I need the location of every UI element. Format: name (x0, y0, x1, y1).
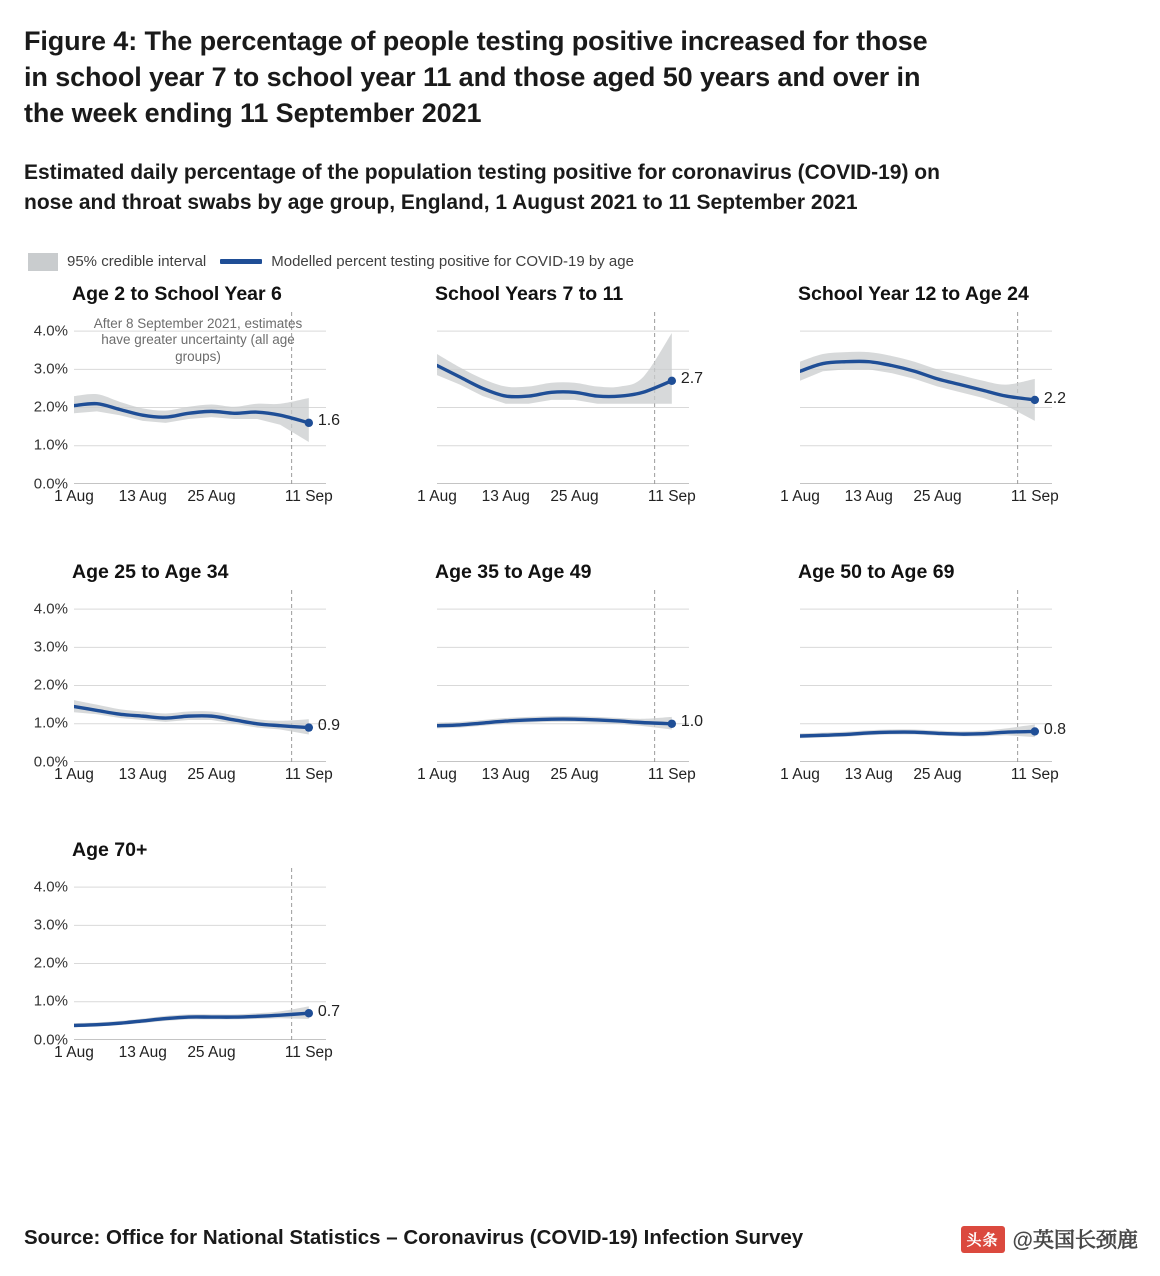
plot-area (74, 312, 326, 484)
watermark-text: @英国长颈鹿 (1012, 1229, 1138, 1252)
plot-wrapper (387, 590, 727, 800)
chart-legend (28, 253, 1136, 271)
chart-panel-grid (24, 277, 1136, 1111)
plot-wrapper (24, 868, 364, 1078)
x-axis-tick-label: 11 Sep (647, 765, 696, 783)
panel-title: Age 25 to Age 34 (72, 560, 229, 583)
y-axis-labels (24, 868, 72, 1049)
plot-wrapper (24, 590, 364, 800)
x-axis-tick-label: 1 Aug (54, 487, 94, 505)
x-axis-tick-label: 25 Aug (913, 487, 962, 505)
x-axis-tick-label: 1 Aug (54, 765, 94, 783)
x-axis-tick-label: 25 Aug (550, 765, 599, 783)
modelled-line-swatch-icon (220, 259, 262, 264)
chart-panel (24, 555, 387, 833)
plot-area (74, 868, 326, 1040)
chart-panel (387, 277, 750, 555)
x-axis-labels (772, 766, 1082, 794)
x-axis-tick-label: 13 Aug (481, 765, 530, 783)
y-axis-tick-label: 4.0% (33, 322, 68, 340)
x-axis-labels (46, 766, 356, 794)
end-value-label: 1.6 (317, 412, 341, 430)
chart-panel (387, 555, 750, 833)
x-axis-tick-label: 25 Aug (187, 1043, 236, 1061)
legend-item-credible-interval (28, 253, 206, 271)
y-axis-labels (387, 312, 435, 484)
legend-item-modelled-line (220, 253, 634, 270)
panel-title: School Year 12 to Age 24 (798, 282, 1029, 305)
x-axis-tick-label: 1 Aug (54, 1043, 94, 1061)
y-axis-labels (750, 590, 798, 762)
x-axis-tick-label: 13 Aug (844, 765, 893, 783)
end-value-label: 1.0 (680, 713, 704, 731)
y-axis-tick-label: 0.0% (33, 1031, 68, 1049)
end-value-label: 0.7 (317, 1002, 341, 1020)
y-axis-tick-label: 1.0% (33, 714, 68, 732)
end-value-label: 0.9 (317, 717, 341, 735)
x-axis-tick-label: 11 Sep (647, 487, 696, 505)
x-axis-tick-label: 25 Aug (187, 765, 236, 783)
watermark-badge: 头条 (961, 1226, 1005, 1253)
y-axis-tick-label: 2.0% (33, 398, 68, 416)
y-axis-tick-label: 2.0% (33, 954, 68, 972)
y-axis-tick-label: 3.0% (33, 638, 68, 656)
x-axis-tick-label: 25 Aug (187, 487, 236, 505)
plot-wrapper (750, 312, 1090, 522)
x-axis-tick-label: 1 Aug (417, 765, 457, 783)
x-axis-tick-label: 11 Sep (1010, 487, 1059, 505)
x-axis-tick-label: 13 Aug (844, 487, 893, 505)
y-axis-labels (24, 590, 72, 771)
y-axis-tick-label: 4.0% (33, 878, 68, 896)
x-axis-tick-label: 1 Aug (417, 487, 457, 505)
x-axis-tick-label: 11 Sep (284, 487, 333, 505)
y-axis-labels (750, 312, 798, 484)
x-axis-tick-label: 11 Sep (284, 1043, 333, 1061)
x-axis-labels (772, 488, 1082, 516)
x-axis-labels (46, 488, 356, 516)
credible-interval-swatch-icon (28, 253, 58, 271)
chart-panel (24, 277, 387, 555)
end-value-label: 2.7 (680, 370, 704, 388)
x-axis-labels (409, 488, 719, 516)
x-axis-tick-label: 1 Aug (780, 487, 820, 505)
plot-area (437, 312, 689, 484)
figure-subtitle: Estimated daily percentage of the population testing positive for coronavirus (COVID-19) on nose and throat swabs by age group, England, 1 August 2021 to 11 September 2021 (24, 160, 940, 215)
legend-label-modelled-line: Modelled percent testing positive for COVID-19 by age (271, 253, 634, 271)
x-axis-labels (46, 1044, 356, 1072)
panel-title: Age 35 to Age 49 (435, 560, 592, 583)
x-axis-tick-label: 25 Aug (913, 765, 962, 783)
plot-area (74, 590, 326, 762)
x-axis-tick-label: 1 Aug (780, 765, 820, 783)
page-title: Figure 4: The percentage of people testing positive increased for those in school year 7 to school year 11 and those aged 50 years and over in the week ending 11 September 2021 (24, 26, 928, 128)
panel-title: Age 50 to Age 69 (798, 560, 955, 583)
panel-title: Age 2 to School Year 6 (72, 282, 282, 305)
x-axis-tick-label: 11 Sep (1010, 765, 1059, 783)
y-axis-labels (387, 590, 435, 762)
end-value-label: 0.8 (1043, 721, 1067, 739)
y-axis-tick-label: 1.0% (33, 436, 68, 454)
y-axis-tick-label: 1.0% (33, 992, 68, 1010)
x-axis-tick-label: 13 Aug (118, 765, 167, 783)
x-axis-tick-label: 13 Aug (481, 487, 530, 505)
panel-title: Age 70+ (72, 838, 148, 861)
y-axis-labels (24, 312, 72, 493)
plot-wrapper (750, 590, 1090, 800)
y-axis-tick-label: 0.0% (33, 753, 68, 771)
plot-wrapper (387, 312, 727, 522)
panel-title: School Years 7 to 11 (435, 282, 624, 305)
x-axis-tick-label: 13 Aug (118, 1043, 167, 1061)
y-axis-tick-label: 3.0% (33, 916, 68, 934)
y-axis-tick-label: 0.0% (33, 475, 68, 493)
x-axis-tick-label: 25 Aug (550, 487, 599, 505)
legend-label-credible-interval: 95% credible interval (67, 253, 207, 271)
source-note: Source: Office for National Statistics – Coronavirus (COVID-19) Infection Survey (24, 1226, 804, 1249)
chart-panel (750, 555, 1113, 833)
plot-area (437, 590, 689, 762)
plot-area (800, 312, 1052, 484)
end-value-label: 2.2 (1043, 389, 1067, 407)
chart-panel (24, 833, 387, 1111)
x-axis-tick-label: 13 Aug (118, 487, 167, 505)
watermark (961, 1224, 1139, 1254)
x-axis-tick-label: 11 Sep (284, 765, 333, 783)
chart-panel (750, 277, 1113, 555)
x-axis-labels (409, 766, 719, 794)
y-axis-tick-label: 3.0% (33, 360, 68, 378)
plot-wrapper (24, 312, 364, 522)
uncertainty-note: After 8 September 2021, estimates have greater uncertainty (all age groups) (93, 315, 303, 364)
plot-area (800, 590, 1052, 762)
y-axis-tick-label: 4.0% (33, 600, 68, 618)
y-axis-tick-label: 2.0% (33, 676, 68, 694)
